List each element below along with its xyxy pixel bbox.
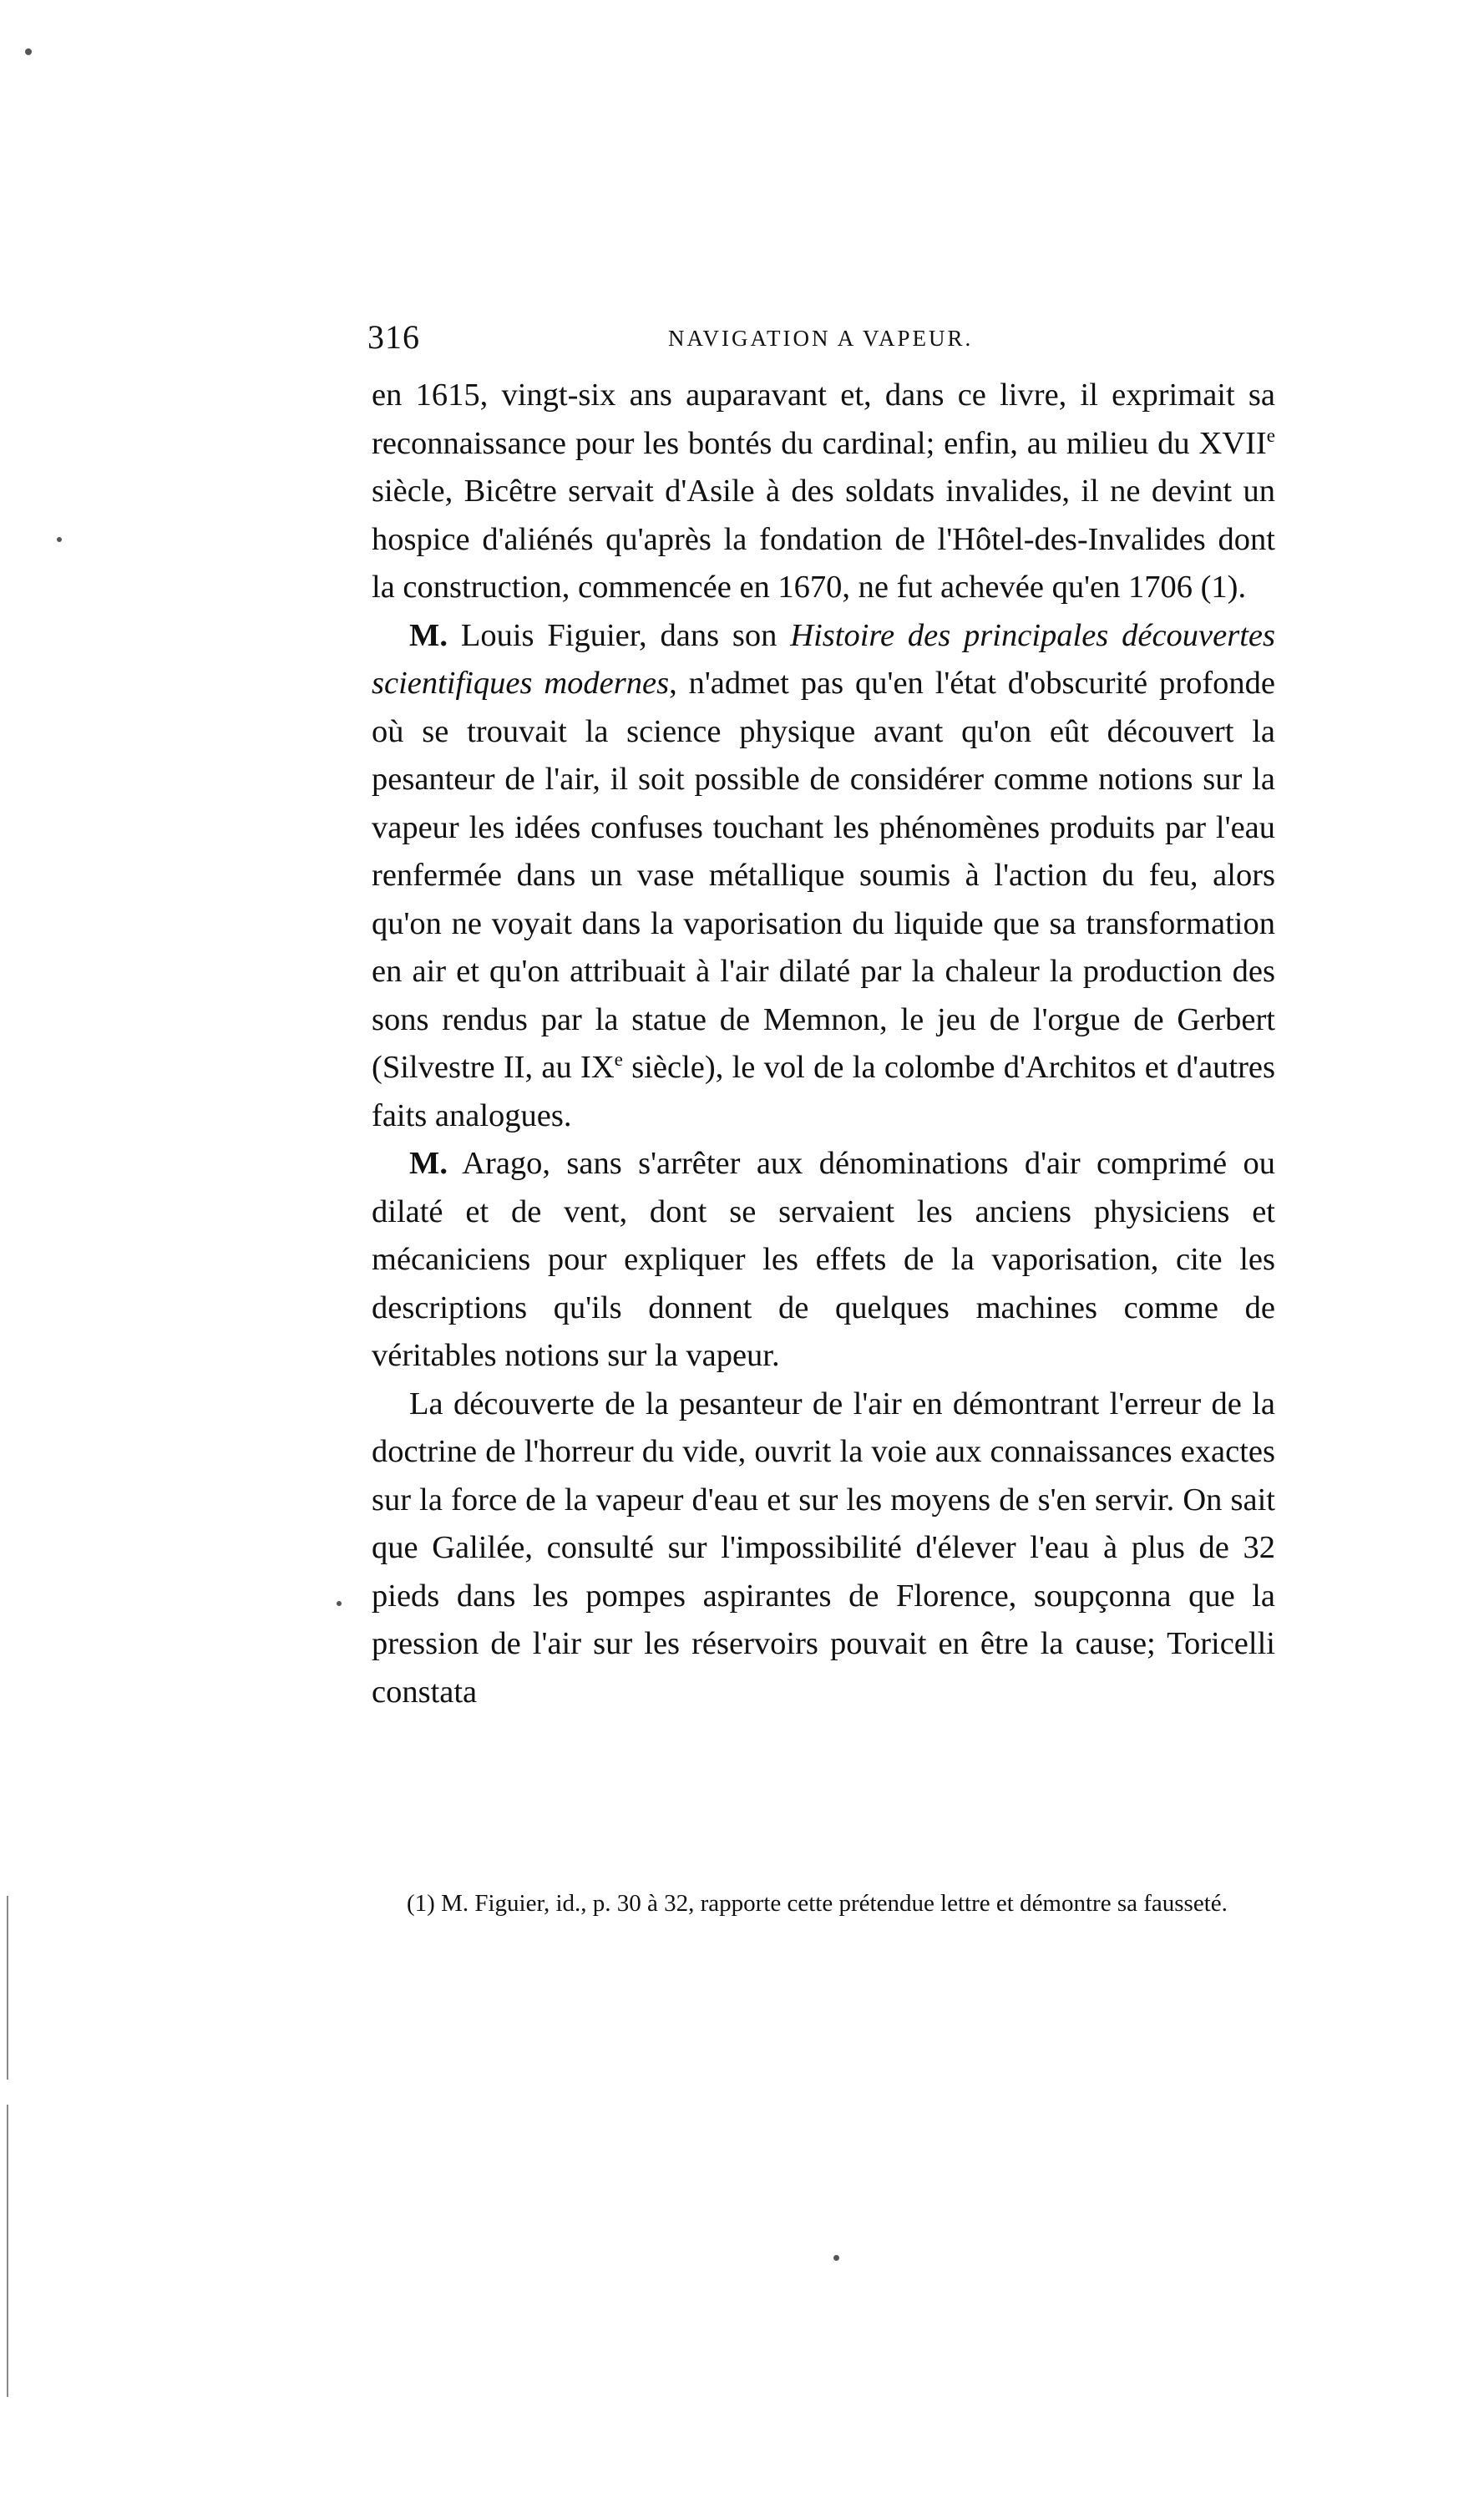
scan-speck (57, 537, 62, 542)
paragraph-2-text-a: Louis Figuier, dans son (447, 617, 791, 653)
scan-edge-line (7, 1896, 8, 2080)
paragraph-1 (372, 372, 1275, 612)
century-superscript: e (614, 1048, 623, 1071)
body-text (372, 372, 1275, 1716)
century-superscript: e (1266, 423, 1275, 446)
page-number: 316 (367, 318, 420, 356)
paragraph-3-text: Arago, sans s'arrêter aux dénominations d'air comprimé ou dilaté et de vent, dont se servaient les anciens physiciens et mécaniciens pour expliquer les effets de la vaporisation, cite les descriptions qu'ils donnent de quelques machines comme de véritables notions sur la vapeur. (372, 1146, 1275, 1373)
paragraph-1-text-a: en 1615, vingt-six ans auparavant et, dans ce livre, il exprimait sa reconnaissance pour les bontés du cardinal; enfin, au milieu du (372, 377, 1275, 461)
page-header (367, 317, 1274, 361)
running-title: NAVIGATION A VAPEUR. (668, 326, 974, 351)
paragraph-3-lead: M. (409, 1146, 448, 1181)
paragraph-3 (372, 1140, 1275, 1381)
footnote (369, 1884, 1275, 1923)
paragraph-2-lead: M. (409, 617, 448, 653)
paragraph-2-text-b: , n'admet pas qu'en l'état d'obscurité profonde où se trouvait la science physique avant qu'on eût découvert la pesanteur de l'air, il soit possible de considérer comme notions sur la vapeur les idées confuses touchant les phénomènes produits par l'eau renfermée dans un vase métallique soumis à l'action du feu, alors qu'on ne voyait dans la vaporisation du liquide que sa transformation en air et qu'on attribuait à l'air dilaté par la chaleur la production des sons rendus par la statue de Memnon, le jeu de l'orgue de Gerbert (Silvestre II, au (372, 666, 1275, 1085)
scan-speck (25, 48, 32, 55)
scan-speck (337, 1601, 342, 1606)
scan-edge-line (7, 2105, 8, 2397)
footnote-text: (1) M. Figuier, id., p. 30 à 32, rapporte cette prétendue lettre et démontre sa fausseté. (407, 1890, 1228, 1917)
paragraph-2 (372, 612, 1275, 1141)
paragraph-4 (372, 1381, 1275, 1717)
paragraph-2-text-c: siècle), le vol de la colombe d'Architos et d'autres faits analogues. (372, 1050, 1275, 1133)
century-numeral: XVII (1198, 425, 1267, 461)
book-title: Histoire des principales découvertes scientifiques modernes (372, 617, 1275, 701)
paragraph-1-text-b: siècle, Bicêtre servait d'Asile à des soldats invalides, il ne devint un hospice d'aliénés qu'après la fondation de l'Hôtel-des-Invalides dont la construction, commencée en 1670, ne fut achevée qu'en 1706 (1). (372, 474, 1275, 605)
scan-speck (833, 2255, 839, 2261)
paragraph-4-text: La découverte de la pesanteur de l'air en démontrant l'erreur de la doctrine de l'horreur du vide, ouvrit la voie aux connaissances exactes sur la force de la vapeur d'eau et sur les moyens de s'en servir. On sait que Galilée, consulté sur l'impossibilité d'élever l'eau à plus de 32 pieds dans les pompes aspirantes de Florence, soupçonna que la pression de l'air sur les réservoirs pouvait en être la cause; Toricelli constata (372, 1386, 1275, 1710)
century-numeral: IX (580, 1050, 615, 1085)
